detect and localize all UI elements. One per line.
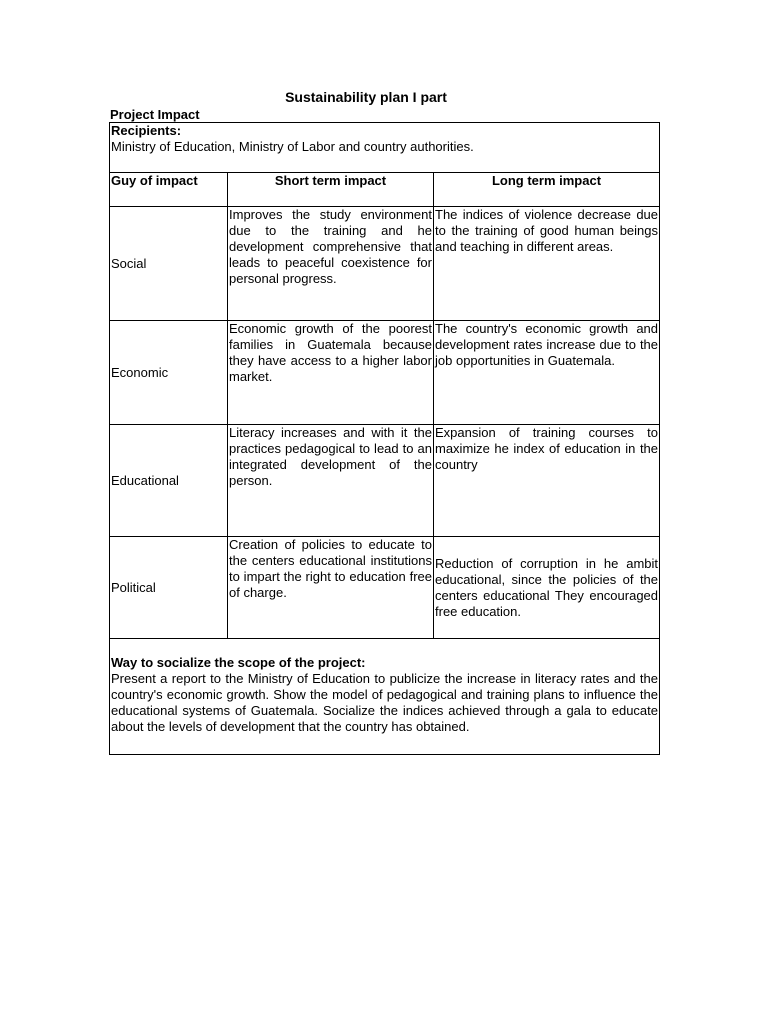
recipients-text: Ministry of Education, Ministry of Labor and country authorities.: [111, 139, 474, 154]
recipients-row: [110, 123, 660, 173]
table-row: [110, 321, 660, 425]
short-term-cell: Literacy increases and with it the practices pedagogical to lead to an integrated development of the person.: [228, 425, 434, 537]
impact-type-cell: Political: [110, 537, 228, 639]
header-row: [110, 173, 660, 207]
impact-type-cell: Social: [110, 207, 228, 321]
table-row: [110, 207, 660, 321]
long-term-cell: The country's economic growth and development rates increase due to the job opportunities in Guatemala.: [434, 321, 660, 425]
impact-type-cell: Economic: [110, 321, 228, 425]
section-label: Project Impact: [110, 107, 200, 122]
short-term-cell: Creation of policies to educate to the centers educational institutions to impart the right to education free of charge.: [228, 537, 434, 639]
impact-table: [109, 122, 660, 755]
recipients-label: Recipients:: [111, 123, 182, 138]
recipients-cell: [110, 123, 660, 173]
long-term-cell: Reduction of corruption in he ambit educational, since the policies of the centers educational They encouraged free education.: [434, 537, 660, 639]
socialize-row: [110, 639, 660, 755]
header-type-of-impact: Guy of impact: [110, 173, 228, 207]
impact-type-cell: Educational: [110, 425, 228, 537]
long-term-cell: The indices of violence decrease due to the training of good human beings and teaching in different areas.: [434, 207, 660, 321]
long-term-cell: Expansion of training courses to maximize he index of education in the country: [434, 425, 660, 537]
socialize-label: Way to socialize the scope of the project:: [111, 655, 366, 670]
socialize-cell: [110, 639, 660, 755]
table-row: [110, 537, 660, 639]
header-short-term: Short term impact: [228, 173, 434, 207]
table-row: [110, 425, 660, 537]
header-long-term: Long term impact: [434, 173, 660, 207]
short-term-cell: Economic growth of the poorest families in Guatemala because they have access to a higher labor market.: [228, 321, 434, 425]
short-term-cell: Improves the study environment due to the training and he development comprehensive that leads to peaceful coexistence for personal progress.: [228, 207, 434, 321]
document-title: Sustainability plan I part: [285, 89, 447, 105]
socialize-text: Present a report to the Ministry of Education to publicize the increase in literacy rates and the country's economic growth. Show the model of pedagogical and training plans to influence the educational systems of Guatemala. Socialize the indices achieved through a gala to educate about the levels of development that the country has obtained.: [111, 671, 659, 734]
